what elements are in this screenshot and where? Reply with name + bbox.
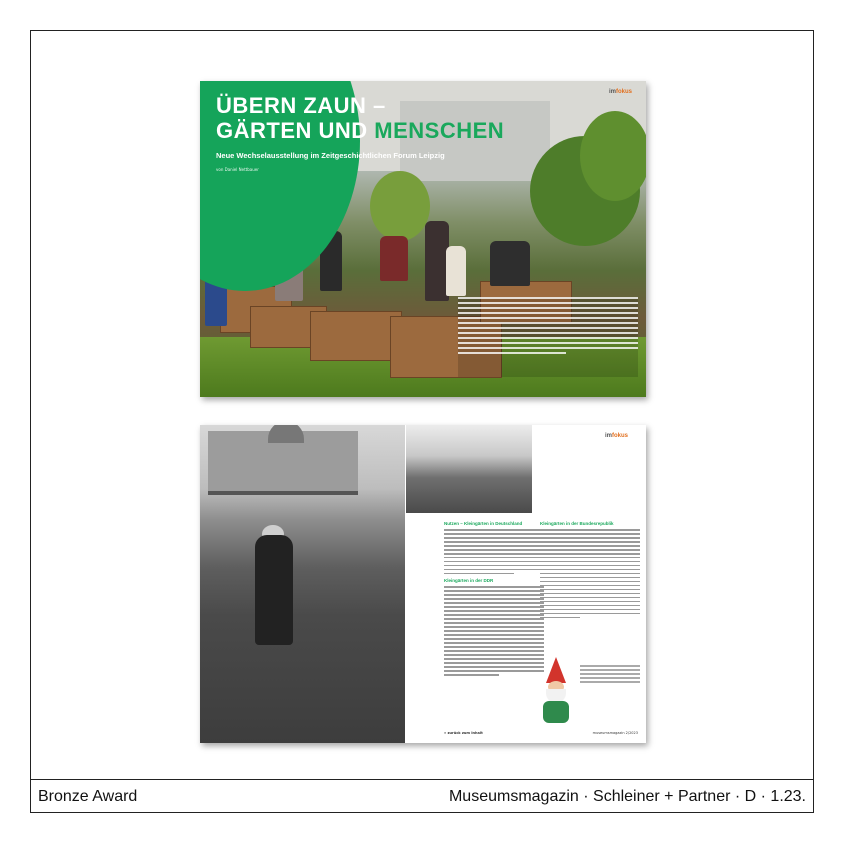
garden-gnome-image (540, 657, 572, 727)
award-label: Bronze Award (38, 788, 138, 805)
column-heading: Kleingärten in der Bundesrepublik (540, 521, 614, 526)
section-tag: imfokus (604, 433, 628, 439)
garden-colony-photo (406, 425, 532, 513)
reichstag-building (208, 431, 358, 495)
intro-paragraph (458, 297, 638, 377)
person (490, 241, 530, 286)
back-link[interactable]: » zurück zum Inhalt (444, 731, 483, 735)
article-title: ÜBERN ZAUN – GÄRTEN UND MENSCHEN (216, 93, 505, 143)
column-heading: Kleingärten in der DDR (444, 578, 494, 584)
text-column-1 (444, 521, 544, 678)
text-column-2 (540, 521, 640, 621)
column-heading: Nutzen – Kleingärten in Deutschland (444, 521, 523, 526)
section-tag: imfokus (608, 89, 632, 95)
magazine-spread-top (200, 81, 646, 397)
person (380, 236, 408, 281)
page-footer: museumsmagazin 2/2023 (592, 731, 638, 735)
tree (370, 171, 430, 241)
tree (580, 111, 646, 201)
footer-divider (30, 779, 814, 780)
raised-bed (310, 311, 402, 361)
credit-label: Museumsmagazin · Schleiner + Partner · D · 1.23. (448, 788, 806, 805)
historic-photo (200, 425, 405, 743)
person (446, 246, 466, 296)
magazine-spread-bottom (200, 425, 646, 743)
article-subtitle: Neue Wechselausstellung im Zeitgeschichtlichen Forum Leipzig (216, 151, 445, 160)
gnome-caption (580, 665, 640, 685)
article-author: von Daniel Nettbauer (216, 167, 259, 172)
gardener-figure (255, 535, 293, 645)
